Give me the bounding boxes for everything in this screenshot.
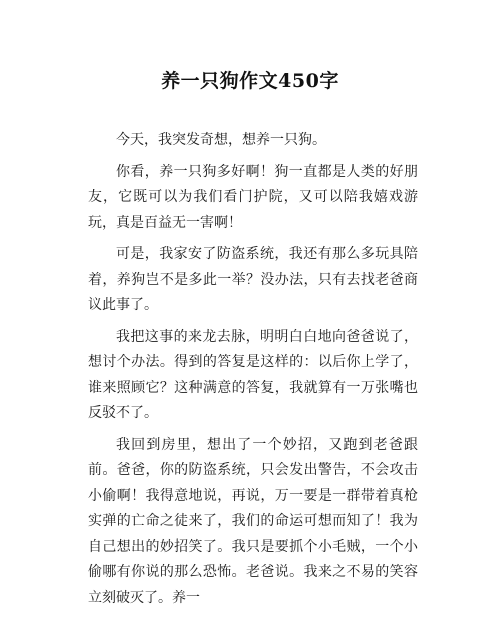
paragraph: 可是，我家安了防盗系统，我还有那么多玩具陪着，养狗岂不是多此一举？没办法，只有去找老爸商议此事了。 [88,246,418,313]
paragraph: 我回到房里，想出了一个妙招，又跑到老爸跟前。爸爸，你的防盗系统，只会发出警告，不会攻击小偷啊！我得意地说，再说，万一要是一群带着真枪实弹的亡命之徒来了，我们的命运可想而知了！我为自己想出的妙招笑了。我只是要抓个小毛贼，一个小偷哪有你说的那么恐怖。老爸说。我来之不易的笑容立刻破灭了。养一 [88,436,418,606]
paragraph: 你看，养一只狗多好啊！狗一直都是人类的好朋友，它既可以为我们看门护院，又可以陪我嬉戏游玩，真是百益无一害啊！ [88,163,418,231]
paragraph: 今天，我突发奇想，想养一只狗。 [116,132,326,148]
document-body [88,128,418,617]
document-title: 养一只狗作文450字 [161,70,339,92]
paragraph: 我把这事的来龙去脉，明明白白地向爸爸说了，想讨个办法。得到的答复是这样的：以后你上学了，谁来照顾它？这种满意的答复，我就算有一万张嘴也反驳不了。 [88,328,418,421]
